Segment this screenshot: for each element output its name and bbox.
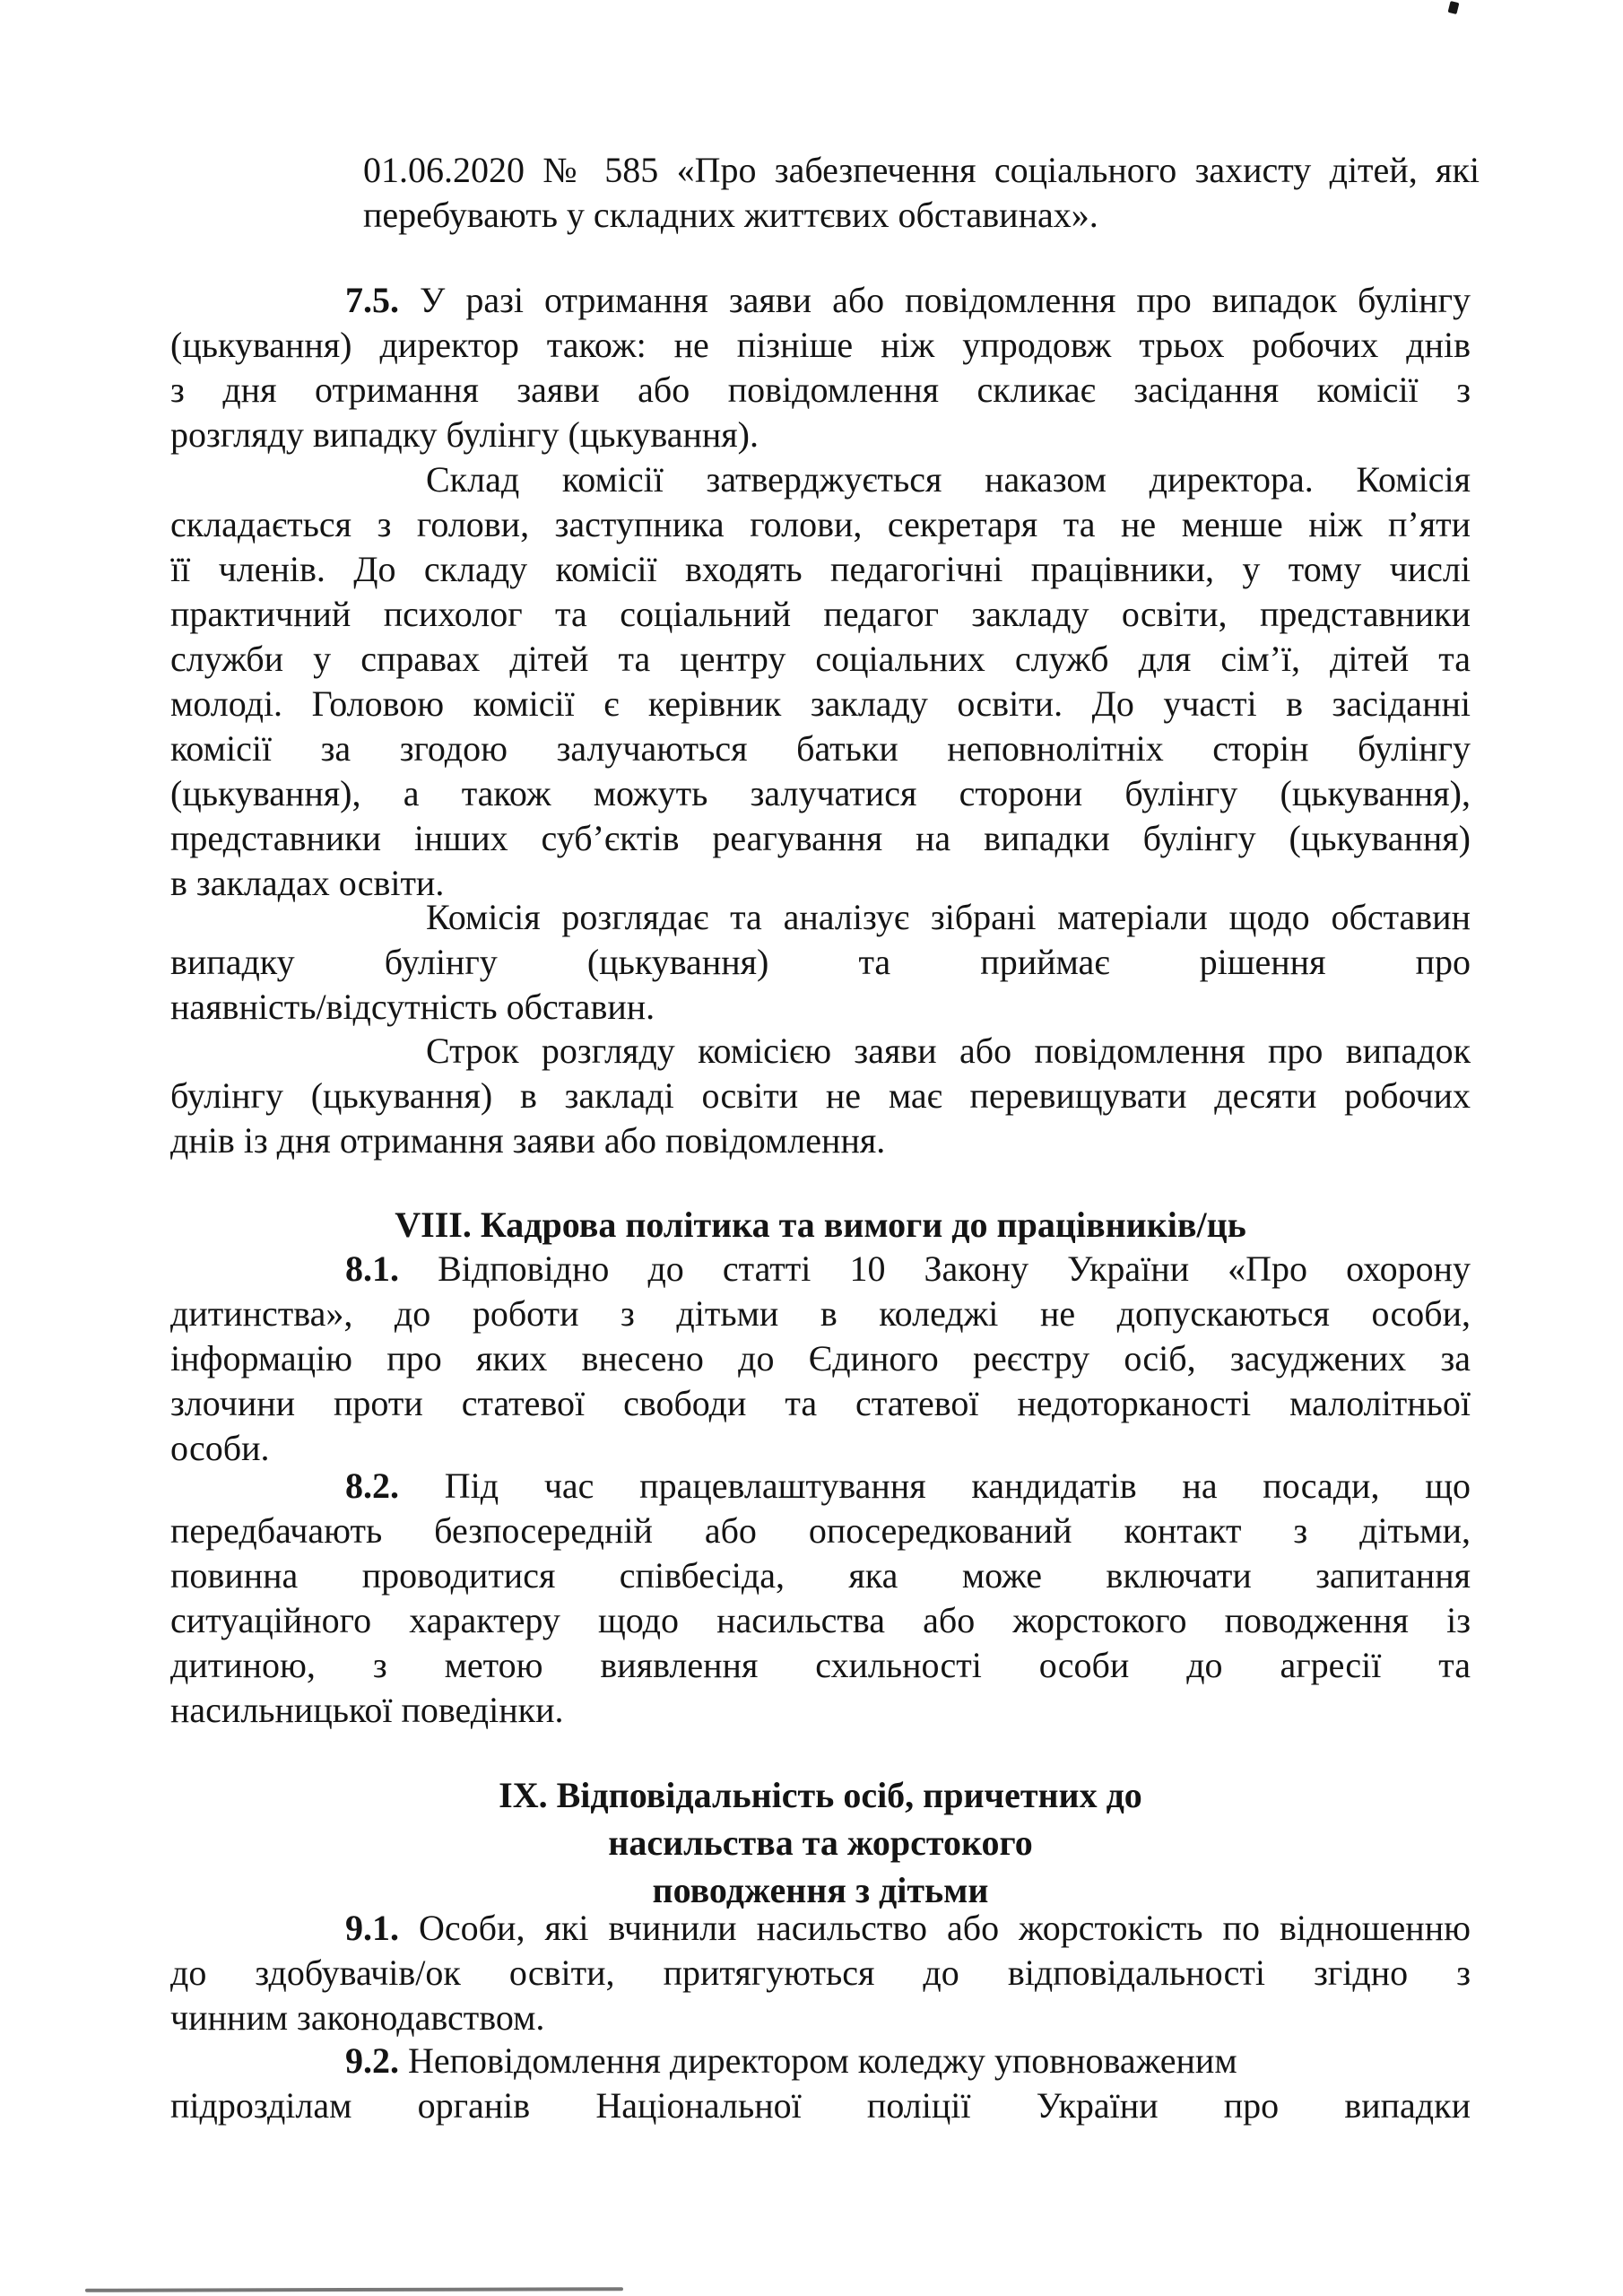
text-line: булінгу (цькування) в закладі освіти не має перевищувати десяти робочих <box>170 1075 1471 1116</box>
section-ix-heading <box>170 1771 1471 1914</box>
text-line: з дня отримання заяви або повідомлення скликає засідання комісії з <box>170 370 1471 410</box>
text-line: служби у справах дітей та центру соціальних служб для сім’ї, дітей та <box>170 639 1471 679</box>
text-line: розгляду випадку булінгу (цькування). <box>170 414 759 455</box>
text-run: Відповідно до статті 10 Закону України «Про охорону <box>399 1248 1471 1289</box>
text-line: днів із дня отримання заяви або повідомлення. <box>170 1120 886 1161</box>
scan-edge-artifact <box>85 2287 623 2292</box>
paragraph-9-1 <box>170 1906 1471 2040</box>
scan-speck-artifact <box>1448 1 1460 14</box>
text-line: перебувають у складних життєвих обставинах». <box>363 195 1098 235</box>
paragraph-number: 8.2. <box>345 1465 399 1506</box>
paragraph-review-term <box>170 1029 1471 1163</box>
text-run: Неповідомлення директором коледжу уповноваженим <box>399 2040 1237 2081</box>
text-line: злочини проти статевої свободи та статевої недоторканості малолітньої <box>170 1383 1471 1423</box>
text-line: до здобувачів/ок освіти, притягуються до відповідальності згідно з <box>170 1952 1471 1993</box>
text-line: представники інших суб’єктів реагування на випадки булінгу (цькування) <box>170 818 1471 858</box>
text-line: комісії за згодою залучаються батьки неповнолітніх сторін булінгу <box>170 728 1471 769</box>
paragraph-number: 8.1. <box>345 1248 399 1289</box>
text-line <box>170 1247 1471 1292</box>
paragraph-8-1 <box>170 1247 1471 1471</box>
reference-note <box>363 148 1480 238</box>
text-line: її членів. До складу комісії входять педагогічні працівники, у тому числі <box>170 549 1471 589</box>
text-line: випадку булінгу (цькування) та приймає рішення про <box>170 942 1471 982</box>
text-run: Під час працевлаштування кандидатів на посади, що <box>399 1465 1471 1506</box>
paragraph-number: 7.5. <box>345 280 399 320</box>
text-line: чинним законодавством. <box>170 1997 545 2038</box>
text-line: особи. <box>170 1428 270 1468</box>
heading-line: поводження з дітьми <box>652 1870 989 1910</box>
text-line: передбачають безпосередній або опосередкований контакт з дітьми, <box>170 1510 1471 1551</box>
text-line: Строк розгляду комісією заяви або повідомлення про випадок <box>426 1031 1471 1071</box>
heading-line: VIII. Кадрова політика та вимоги до працівників/ць <box>395 1205 1246 1245</box>
text-line: ситуаційного характеру щодо насильства або жорстокого поводження із <box>170 1600 1471 1640</box>
text-line: повинна проводитися співбесіда, яка може включати запитання <box>170 1555 1471 1596</box>
text-line: молоді. Головою комісії є керівник закладу освіти. До участі в засіданні <box>170 683 1471 724</box>
text-line <box>170 1464 1471 1509</box>
text-line: (цькування) директор також: не пізніше ніж упродовж трьох робочих днів <box>170 325 1471 365</box>
text-line: насильницької поведінки. <box>170 1690 564 1730</box>
heading-line: насильства та жорстокого <box>608 1822 1033 1863</box>
text-line: в закладах освіти. <box>170 863 445 903</box>
text-line: Склад комісії затверджується наказом директора. Комісія <box>426 459 1471 500</box>
text-line <box>170 1906 1471 1951</box>
text-line: Комісія розглядає та аналізує зібрані матеріали щодо обставин <box>426 897 1471 937</box>
paragraph-commission-review <box>170 895 1471 1030</box>
text-line: 01.06.2020 № 585 «Про забезпечення соціального захисту дітей, які <box>363 150 1480 190</box>
text-line: складається з голови, заступника голови, секретаря та не менше ніж п’яти <box>170 504 1471 544</box>
section-viii-heading <box>170 1203 1471 1248</box>
heading-line: IX. Відповідальність осіб, причетних до <box>499 1775 1142 1815</box>
paragraph-number: 9.1. <box>345 1908 399 1948</box>
text-line: (цькування), а також можуть залучатися сторони булінгу (цькування), <box>170 773 1471 813</box>
paragraph-9-2 <box>170 2039 1471 2128</box>
text-line: дитинства», до роботи з дітьми в коледжі не допускаються особи, <box>170 1293 1471 1334</box>
text-line <box>170 2039 1471 2083</box>
text-line: практичний психолог та соціальний педагог закладу освіти, представники <box>170 594 1471 634</box>
text-line <box>170 278 1471 323</box>
text-line: дитиною, з метою виявлення схильності особи до агресії та <box>170 1645 1471 1685</box>
text-line: інформацію про яких внесено до Єдиного реєстру осіб, засуджених за <box>170 1338 1471 1378</box>
text-line: підрозділам органів Національної поліції України про випадки <box>170 2085 1471 2126</box>
paragraph-7-5 <box>170 278 1471 457</box>
text-run: У разі отримання заяви або повідомлення про випадок булінгу <box>399 280 1471 320</box>
text-run: Особи, які вчинили насильство або жорстокість по відношенню <box>399 1908 1471 1948</box>
paragraph-number: 9.2. <box>345 2040 399 2081</box>
paragraph-commission-composition <box>170 457 1471 906</box>
paragraph-8-2 <box>170 1464 1471 1733</box>
text-line: наявність/відсутність обставин. <box>170 987 655 1027</box>
